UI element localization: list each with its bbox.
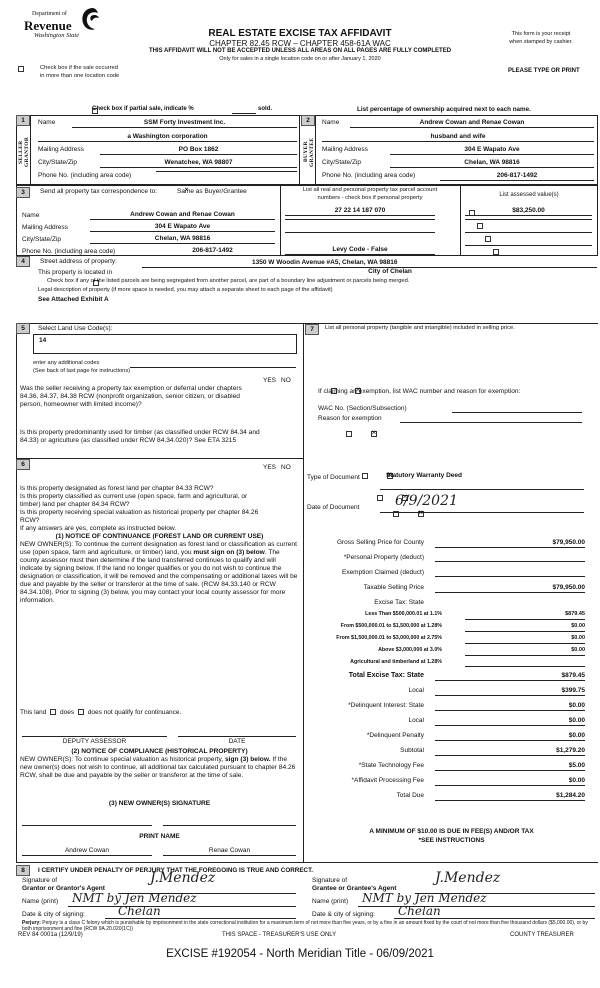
amount-row-agricultural	[305, 658, 598, 670]
additional-codes-label: enter any additional codes	[33, 360, 100, 366]
ownership-note: List percentage of ownership acquired next to each name.	[357, 106, 531, 113]
tax-city-field[interactable]: Chelan, WA 98816	[90, 234, 275, 244]
amount-row-delinquent-penalty	[305, 731, 598, 746]
s6-question-3: Is this property receiving special valuation as historical property per chapter 84.26 RCW?	[20, 509, 259, 524]
legal-description-label: Legal description of property (if more space is needed, you may attach a separate sheet to each page of the affidavit)	[38, 287, 333, 293]
s6-yes-header: YES	[263, 464, 277, 471]
grantee-signature[interactable]: J.Mendez	[435, 870, 501, 886]
buyer-city-label: City/State/Zip	[322, 159, 362, 166]
grantor-sig-label-1: Signature of	[22, 877, 58, 884]
s5-no-header: NO	[281, 377, 291, 384]
amount-value[interactable]: $0.00	[435, 701, 585, 711]
located-in-label: This property is located in	[38, 269, 113, 276]
parcel-number-3[interactable]	[285, 232, 435, 233]
excise-stamp: EXCISE #192054 - North Meridian Title - 06/09/2021	[166, 948, 434, 960]
same-as-buyer-label: Same as Buyer/Grantee	[177, 188, 247, 195]
wac-field[interactable]	[452, 404, 582, 413]
buyer-mailing-field[interactable]: 304 E Wapato Ave	[390, 145, 594, 155]
notice-1-text-a: NEW OWNER(S): To continue the current designation as forest land or classification as current use (open space, farm and agriculture, or timber) land, you	[20, 541, 297, 556]
tax-city-label: City/State/Zip	[22, 236, 62, 243]
amount-value[interactable]: $0.00	[435, 731, 585, 741]
continuance-label: This land	[20, 709, 47, 716]
continuance-does-not-checkbox[interactable]	[78, 709, 84, 715]
treasurer-use-only: THIS SPACE - TREASURER'S USE ONLY	[222, 932, 337, 938]
amount-row-total-excise-state	[305, 671, 598, 686]
amount-value[interactable]: $5.00	[435, 761, 585, 771]
exemption-reason-field[interactable]	[400, 414, 582, 423]
correspondence-label: Send all property tax correspondence to:	[40, 188, 158, 195]
grantor-signature[interactable]: J.Mendez	[150, 870, 216, 886]
notice-1-text-b: . The county assessor must then determine if the land transferred continues to qualify and will indicate by signing below. If the land no longer qualifies or you do not wish to continue the designation or classification, it will be removed and the compensating or additional taxes will be due and payable by the seller or transferor at the time of sale. (RCW 84.33.140 or RCW 84.34.108). Prior to signing (3) below, you may contact your local county assessor for more information.	[20, 549, 298, 604]
tax-phone-field[interactable]: 206-817-1492	[150, 246, 275, 256]
amount-row-exemption	[305, 568, 598, 582]
s5-question-2: Is this property predominantly used for timber (as classified under RCW 84.34 and 84.33) or agriculture (as classified under RCW 84.34.020)? See ETA 3215	[20, 429, 260, 444]
form-title: REAL ESTATE EXCISE TAX AFFIDAVIT	[208, 28, 392, 39]
logo-line1: Department of	[32, 11, 67, 17]
amount-value[interactable]: $0.00	[435, 716, 585, 726]
form-warning: THIS AFFIDAVIT WILL NOT BE ACCEPTED UNLESS ALL AREAS ON ALL PAGES ARE FULLY COMPLETED	[148, 48, 452, 54]
multi-location-checkbox[interactable]	[18, 66, 24, 72]
dor-swirl-icon	[80, 6, 102, 32]
receipt-note	[482, 30, 600, 46]
notice-1-body	[20, 541, 300, 605]
legal-description-value[interactable]: See Attached Exhibit A	[38, 296, 109, 303]
amount-value[interactable]: $879.45	[435, 671, 585, 681]
dor-logo	[18, 8, 113, 44]
amount-row-technology-fee	[305, 761, 598, 776]
logo-line2: Revenue	[24, 18, 72, 33]
grantor-name-label: Name (print)	[22, 898, 59, 905]
seller-name-field[interactable]: SSM Forty Investment Inc.	[72, 118, 297, 128]
section-4-number: 4	[16, 256, 30, 267]
multi-location-line2: in more than one location code	[40, 73, 120, 79]
amount-label: Excise Tax: State	[374, 599, 424, 606]
land-use-code-field[interactable]: 14	[33, 334, 297, 354]
seller-grantor-label: SELLER GRANTOR	[18, 136, 30, 168]
parcel-number-2[interactable]	[285, 219, 435, 220]
amount-label: Gross Selling Price for County	[336, 539, 424, 546]
amount-row-local	[305, 686, 598, 701]
multi-location-line1: Check box if the sale occurred	[40, 65, 118, 71]
tax-name-field[interactable]: Andrew Cowan and Renae Cowan	[90, 210, 275, 220]
grantor-date-label: Date & city of signing:	[22, 911, 85, 918]
amount-label: *Delinquent Interest: State	[348, 702, 424, 709]
notice-2-text-a: NEW OWNER(S): To continue special valuation as historical property,	[20, 756, 225, 763]
continuance-does-checkbox[interactable]	[50, 709, 56, 715]
instructions-note: (See back of last page for instructions)	[33, 368, 131, 374]
s6-no-header: NO	[281, 464, 291, 471]
amount-label: From $1,500,000.01 to $3,000,000 at 2.75%	[336, 635, 442, 641]
amount-label: Subtotal	[400, 747, 424, 754]
section-7-number: 7	[305, 324, 319, 335]
amount-row-excise-state-header	[305, 598, 598, 610]
grantor-date-value[interactable]: Chelan	[118, 904, 161, 918]
continuance-does-not-label: does not qualify for continuance.	[87, 709, 182, 716]
grantee-date-value[interactable]: Chelan	[398, 904, 441, 918]
seller-mailing-field[interactable]: PO Box 1862	[100, 145, 297, 155]
amount-row-total-due	[305, 791, 598, 806]
s5-question-1: Was the seller receiving a property tax exemption or deferral under chapters 84.36, 84.37, 84.38 RCW (nonprofit organization, senior citizen, or disabled person, homeowner with limited income)?	[20, 385, 242, 408]
located-in-value: City of Chelan	[368, 268, 412, 275]
owner-print-name-2[interactable]: Renae Cowan	[163, 846, 296, 856]
perjury-text: Perjury is a class C felony which is punishable by imprisonment in the state correctional institution for a maximum term of not more than five years, or by a fine in an amount fixed by the court of not more than five thousand dollars ($5,000.00), or by both imprisonment and fine (RCW 9A.20.020(1C))	[22, 920, 588, 932]
street-address-label: Street address of property:	[40, 258, 117, 265]
section-6-number: 6	[16, 459, 30, 470]
amount-value[interactable]: $79,950.00	[435, 538, 585, 548]
land-use-label: Select Land Use Code(s):	[38, 325, 113, 332]
buyer-phone-field[interactable]: 206-817-1492	[440, 171, 594, 181]
personal-property-checkbox-3[interactable]	[485, 236, 491, 242]
s6-question-2: Is this property classified as current use (open space, farm and agricultural, or timber) land per chapter 84.34 RCW?	[20, 493, 248, 508]
assessor-date-label: DATE	[228, 738, 246, 745]
amount-label: Less Than $500,000.01 at 1.1%	[365, 611, 442, 617]
doc-type-label: Type of Document	[307, 474, 360, 481]
form-subtitle: CHAPTER 82.45 RCW – CHAPTER 458-61A WAC	[209, 39, 391, 48]
logo-line3: Washington State	[34, 32, 80, 39]
perjury-bold: Perjury:	[22, 920, 41, 926]
grantor-name-value[interactable]: NMT by Jen Mendez	[72, 891, 197, 905]
assessed-value-2[interactable]	[465, 219, 592, 220]
tax-name-label: Name	[22, 212, 40, 219]
amount-value[interactable]	[465, 658, 585, 667]
receipt-note-line1: This form is your receipt	[511, 31, 571, 37]
personal-property-label: List all personal property (tangible and intangible) included in selling price.	[325, 325, 515, 331]
amount-row-gross	[305, 538, 598, 552]
buyer-grantee-label: BUYER GRANTEE	[303, 137, 315, 167]
assessed-value-3[interactable]	[465, 232, 592, 233]
please-type-note: PLEASE TYPE OR PRINT	[508, 68, 580, 74]
section-1-number: 1	[16, 115, 30, 126]
amount-row-delinquent-interest-state	[305, 701, 598, 716]
amount-value[interactable]	[435, 553, 585, 562]
amount-row-personal-property	[305, 553, 598, 567]
form-revision: REV 84 0001a (12/9/19)	[18, 932, 83, 938]
personal-property-checkbox-2[interactable]	[477, 223, 483, 229]
s6-question-1: Is this property designated as forest land per chapter 84.33 RCW?	[20, 485, 214, 492]
partial-sale-suffix: sold.	[258, 106, 273, 112]
section-5-number: 5	[16, 323, 30, 334]
seller-name-field-2[interactable]: a Washington corporation	[38, 132, 297, 142]
amount-label: From $500,000.01 to $1,500,000 at 1.28%	[340, 623, 442, 629]
s6-q2-yes-checkbox[interactable]	[377, 495, 383, 501]
seller-name-label: Name	[38, 119, 56, 126]
wac-label: WAC No. (Section/Subsection)	[318, 405, 407, 412]
county-treasurer-label: COUNTY TREASURER	[510, 932, 574, 938]
certify-statement: I CERTIFY UNDER PENALTY OF PERJURY THAT THE FOREGOING IS TRUE AND CORRECT.	[38, 867, 313, 874]
amount-row-subtotal	[305, 746, 598, 761]
amount-value[interactable]: $0.00	[465, 622, 585, 632]
personal-property-checkbox-4[interactable]	[493, 249, 499, 255]
amount-label: Local	[408, 717, 424, 724]
grantee-date-label: Date & city of signing:	[312, 911, 375, 918]
exemption-reason-label: Reason for exemption	[318, 415, 382, 422]
amount-value[interactable]: $0.00	[465, 646, 585, 656]
notice-2-body	[20, 756, 300, 780]
seller-phone-field[interactable]	[156, 171, 297, 172]
grantee-sig-label-2: Grantee or Grantee's Agent	[312, 885, 397, 892]
section-8-number: 8	[16, 865, 30, 876]
buyer-mailing-label: Mailing Address	[322, 146, 368, 153]
amount-label: Taxable Selling Price	[363, 584, 424, 591]
amount-value[interactable]: $0.00	[435, 776, 585, 786]
amount-value[interactable]: $1,279.20	[435, 746, 585, 756]
buyer-city-field[interactable]: Chelan, WA 98816	[390, 158, 594, 168]
amount-row-tier-1	[305, 610, 598, 622]
notice-1-title: (1) NOTICE OF CONTINUANCE (FOREST LAND OR CURRENT USE)	[55, 533, 264, 540]
amount-value[interactable]: $1,284.20	[435, 791, 585, 801]
doc-type-value[interactable]: Statutory Warranty Deed	[386, 472, 462, 479]
additional-codes-field[interactable]	[130, 360, 296, 368]
amount-value[interactable]: $0.00	[465, 634, 585, 644]
seller-city-label: City/State/Zip	[38, 159, 78, 166]
seller-city-field[interactable]: Wenatchee, WA 98807	[100, 158, 297, 168]
amount-value[interactable]: $79,950.00	[435, 583, 585, 593]
parcel-header-line2: numbers - check box if personal property	[317, 194, 423, 201]
form-note: Only for sales in a single location code on or after January 1, 2020	[219, 56, 381, 62]
amount-value[interactable]: $879.45	[465, 610, 585, 620]
seller-mailing-label: Mailing Address	[38, 146, 84, 153]
see-instructions-note: *SEE INSTRUCTIONS	[418, 837, 485, 844]
amount-value[interactable]	[435, 568, 585, 577]
notice-1-text-bold: must sign on (3) below	[193, 549, 265, 556]
assessed-value-4[interactable]	[465, 245, 592, 246]
seller-phone-label: Phone No. (including area code)	[38, 172, 132, 179]
s5-q2-yes-checkbox[interactable]	[346, 431, 352, 437]
owner-print-name-1[interactable]: Andrew Cowan	[22, 846, 152, 856]
amount-value[interactable]: $399.75	[435, 686, 585, 696]
tax-phone-label: Phone No. (including area code)	[22, 248, 116, 255]
multi-location-label	[40, 64, 119, 80]
s6-if-yes: If any answers are yes, complete as instructed below.	[20, 525, 177, 532]
exemption-label: If claiming an exemption, list WAC number and reason for exemption:	[318, 388, 521, 395]
parcel-number-1[interactable]: 27 22 14 187 070	[285, 206, 435, 216]
amount-label: Local	[408, 687, 424, 694]
grantee-name-value[interactable]: NMT by Jen Mendez	[362, 891, 487, 905]
street-address-field[interactable]: 1350 W Woodin Avenue #A5, Chelan, WA 98816	[142, 258, 597, 268]
assessed-header: List assessed value(s)	[499, 192, 559, 198]
owner-signature-line-2[interactable]	[163, 825, 296, 826]
s6-q1-yes-checkbox[interactable]	[362, 473, 368, 479]
buyer-name-field-2[interactable]: husband and wife	[322, 132, 594, 142]
parcel-number-4[interactable]: Levy Code - False	[285, 245, 435, 255]
amount-label: *Personal Property (deduct)	[343, 554, 424, 561]
amount-label: Above $3,000,000 at 3.0%	[378, 647, 442, 653]
minimum-due-note: A MINIMUM OF $10.00 IS DUE IN FEE(S) AND/OR TAX	[369, 828, 534, 835]
parcel-header-line1: List all real and personal property tax parcel account	[302, 187, 438, 193]
grantee-name-label: Name (print)	[312, 898, 349, 905]
deputy-assessor-label: DEPUTY ASSESSOR	[62, 738, 127, 745]
tax-mailing-label: Mailing Address	[22, 224, 68, 231]
buyer-name-field[interactable]: Andrew Cowan and Renae Cowan	[350, 118, 594, 128]
partial-sale-label: Check box if partial sale, indicate %	[92, 106, 194, 112]
buyer-name-label: Name	[322, 119, 340, 126]
owner-signature-line-1[interactable]	[22, 825, 152, 826]
tax-mailing-field[interactable]: 304 E Wapato Ave	[90, 222, 275, 232]
continuance-does-label: does	[60, 709, 75, 716]
amount-label: Total Excise Tax: State	[348, 672, 424, 679]
section-3-number: 3	[16, 187, 30, 198]
amount-label: Exemption Claimed (deduct)	[341, 569, 424, 576]
notice-2-text-bold: sign (3) below.	[224, 756, 271, 763]
continuance-row	[20, 708, 181, 717]
section-2-number: 2	[301, 115, 315, 126]
amount-row-tier-2	[305, 622, 598, 634]
amount-row-tier-3	[305, 634, 598, 646]
segregated-note: Check box if any of the listed parcels are being segregated from another parcel, are part of a boundary line adjustment or parcels being merged.	[47, 278, 410, 284]
parcel-header	[282, 187, 458, 202]
doc-date-value[interactable]: 6/9/2021	[395, 493, 458, 509]
partial-sale-percent-field[interactable]	[232, 106, 256, 114]
s5-q2-no-checkbox[interactable]	[371, 431, 377, 437]
notice-2-text-b: If the new owner(s) does not wish to continue, all additional tax calculated pursuant to chapter 84.26 RCW, shall be due and payable by the seller or transferor at the time of sale.	[20, 756, 296, 779]
print-name-label: PRINT NAME	[139, 833, 180, 840]
amount-label: Agricultural and timberland at 1.28%	[350, 659, 442, 665]
buyer-phone-label: Phone No. (including area code)	[322, 172, 416, 179]
amount-row-tier-4	[305, 646, 598, 658]
amount-label: *Affidavit Processing Fee	[351, 777, 424, 784]
notice-2-title: (2) NOTICE OF COMPLIANCE (HISTORICAL PROPERTY)	[71, 748, 248, 755]
amount-row-taxable	[305, 583, 598, 597]
notice-3-title: (3) NEW OWNER(S) SIGNATURE	[108, 800, 211, 807]
amount-label: *Delinquent Penalty	[366, 732, 424, 739]
doc-date-label: Date of Document	[307, 504, 360, 511]
s5-yes-header: YES	[263, 377, 277, 384]
amount-label: Total Due	[396, 792, 424, 799]
grantor-sig-label-2: Grantor or Grantor's Agent	[22, 885, 105, 892]
assessed-value-1[interactable]: $83,250.00	[465, 206, 592, 216]
amount-row-processing-fee	[305, 776, 598, 791]
amount-row-delinquent-interest-local	[305, 716, 598, 731]
grantee-sig-label-1: Signature of	[312, 877, 348, 884]
receipt-note-line2: when stamped by cashier.	[509, 39, 573, 45]
amount-label: *State Technology Fee	[358, 762, 424, 769]
